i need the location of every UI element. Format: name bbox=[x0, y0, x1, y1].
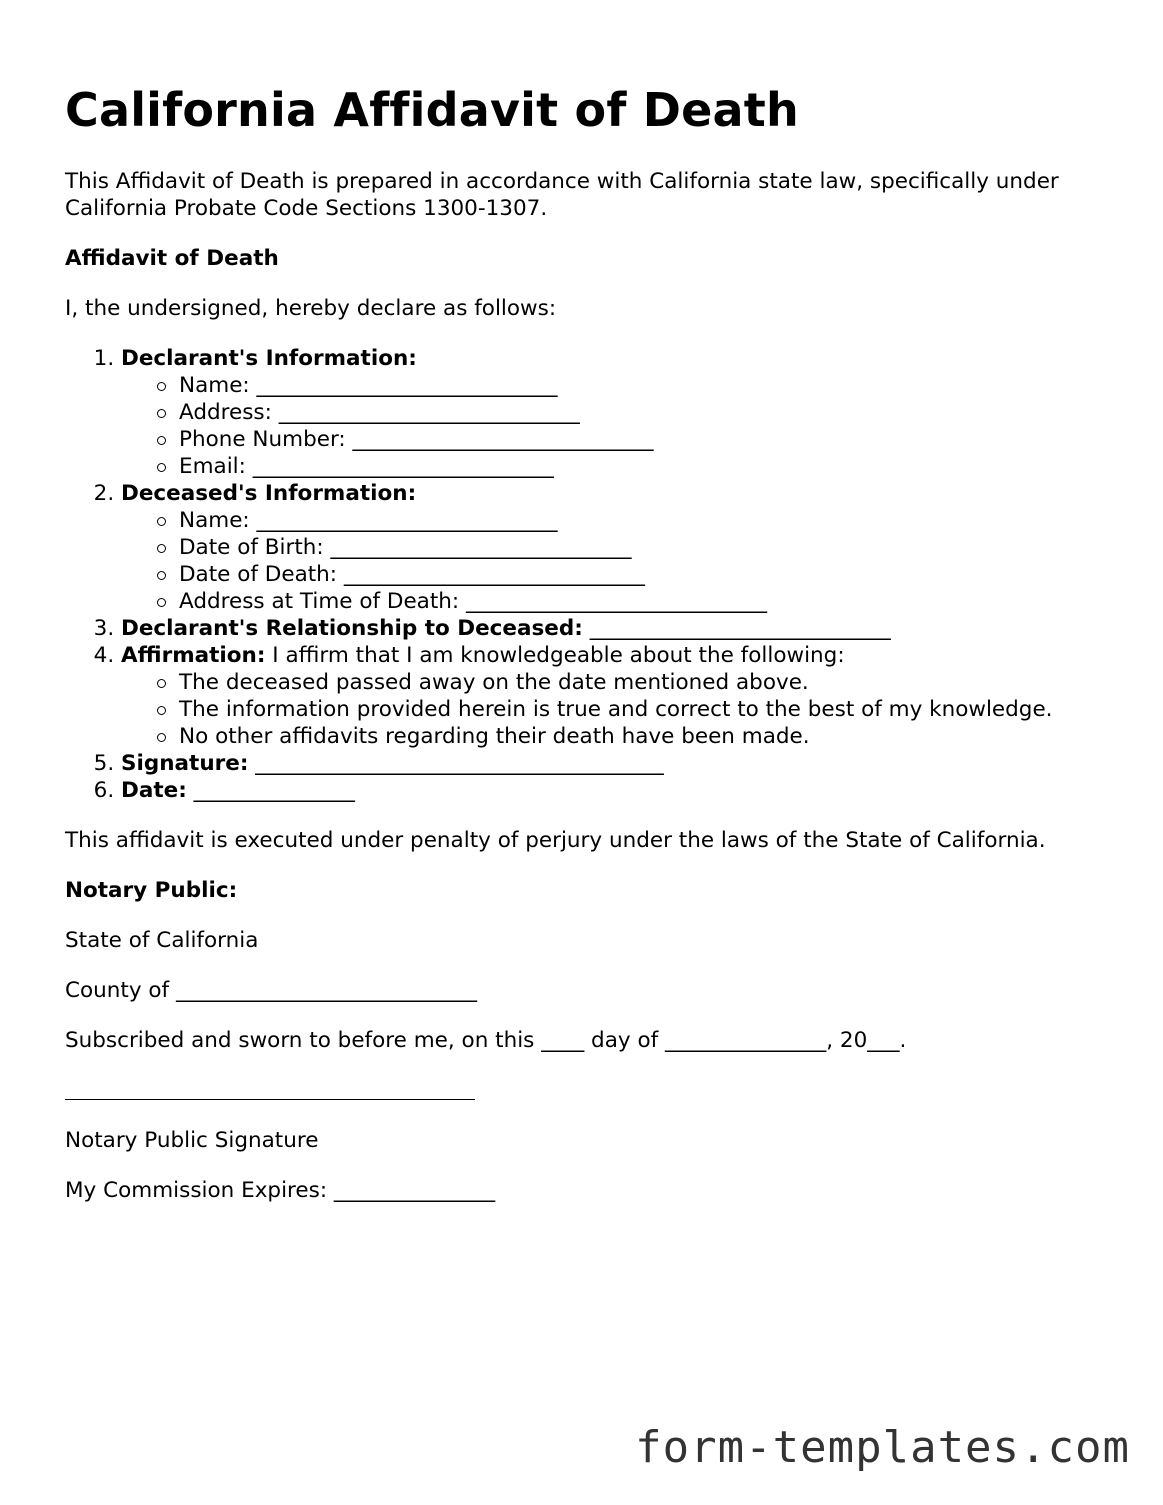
deceased-death-date-field[interactable]: Date of Death: ____________________________ bbox=[179, 561, 1125, 588]
declarant-phone-field[interactable]: Phone Number: ____________________________ bbox=[179, 426, 1125, 453]
relationship-field[interactable]: ____________________________ bbox=[582, 616, 891, 641]
declarant-name-field[interactable]: Name: ____________________________ bbox=[179, 372, 1125, 399]
date-heading: Date: bbox=[121, 778, 187, 803]
affirmation-points bbox=[121, 669, 1125, 750]
declarant-heading: Declarant's Information: bbox=[121, 346, 417, 371]
affirmation-text: I affirm that I am knowledgeable about the following: bbox=[265, 643, 845, 668]
declarant-fields bbox=[121, 372, 1125, 480]
notary-signature-line[interactable] bbox=[65, 1077, 1125, 1104]
signature-heading: Signature: bbox=[121, 751, 249, 776]
notary-state: State of California bbox=[65, 928, 259, 953]
affirmation-item bbox=[121, 642, 1125, 750]
affidavit-items bbox=[65, 345, 1125, 804]
notary-heading: Notary Public: bbox=[65, 878, 238, 903]
affirmation-point: The deceased passed away on the date mentioned above. bbox=[179, 669, 1125, 696]
deceased-name-field[interactable]: Name: ____________________________ bbox=[179, 507, 1125, 534]
date-item bbox=[121, 777, 1125, 804]
affirmation-point: No other affidavits regarding their death have been made. bbox=[179, 723, 1125, 750]
deceased-fields bbox=[121, 507, 1125, 615]
signature-rule bbox=[65, 1099, 475, 1100]
signature-field[interactable]: ______________________________________ bbox=[248, 751, 664, 776]
affirmation-point: The information provided herein is true and correct to the best of my knowledge. bbox=[179, 696, 1125, 723]
watermark: form-templates.com bbox=[635, 1422, 1130, 1473]
declarant-address-field[interactable]: Address: ____________________________ bbox=[179, 399, 1125, 426]
relationship-heading: Declarant's Relationship to Deceased: bbox=[121, 616, 583, 641]
notary-county-field[interactable]: County of ____________________________ bbox=[65, 978, 477, 1003]
section-heading: Affidavit of Death bbox=[65, 246, 279, 271]
deceased-heading: Deceased's Information: bbox=[121, 481, 417, 506]
relationship-item bbox=[121, 615, 1125, 642]
intro-paragraph: This Affidavit of Death is prepared in accordance with California state law, specifically under California Probate Code Sections 1300-1307. bbox=[65, 169, 1059, 221]
date-field[interactable]: _______________ bbox=[186, 778, 355, 803]
notary-signature-label: Notary Public Signature bbox=[65, 1128, 319, 1153]
notary-sworn-statement[interactable]: Subscribed and sworn to before me, on this ____ day of _______________, 20___. bbox=[65, 1028, 907, 1053]
affirmation-heading: Affirmation: bbox=[121, 643, 266, 668]
declarant-email-field[interactable]: Email: ____________________________ bbox=[179, 453, 1125, 480]
notary-commission-field[interactable]: My Commission Expires: _______________ bbox=[65, 1178, 496, 1203]
document-page bbox=[65, 80, 1125, 1204]
deceased-information-item bbox=[121, 480, 1125, 615]
perjury-statement: This affidavit is executed under penalty of perjury under the laws of the State of California. bbox=[65, 828, 1046, 853]
declaration-text: I, the undersigned, hereby declare as follows: bbox=[65, 296, 557, 321]
signature-item bbox=[121, 750, 1125, 777]
deceased-birth-date-field[interactable]: Date of Birth: ____________________________ bbox=[179, 534, 1125, 561]
document-title: California Affidavit of Death bbox=[65, 83, 799, 137]
declarant-information-item bbox=[121, 345, 1125, 480]
deceased-address-field[interactable]: Address at Time of Death: ____________________________ bbox=[179, 588, 1125, 615]
